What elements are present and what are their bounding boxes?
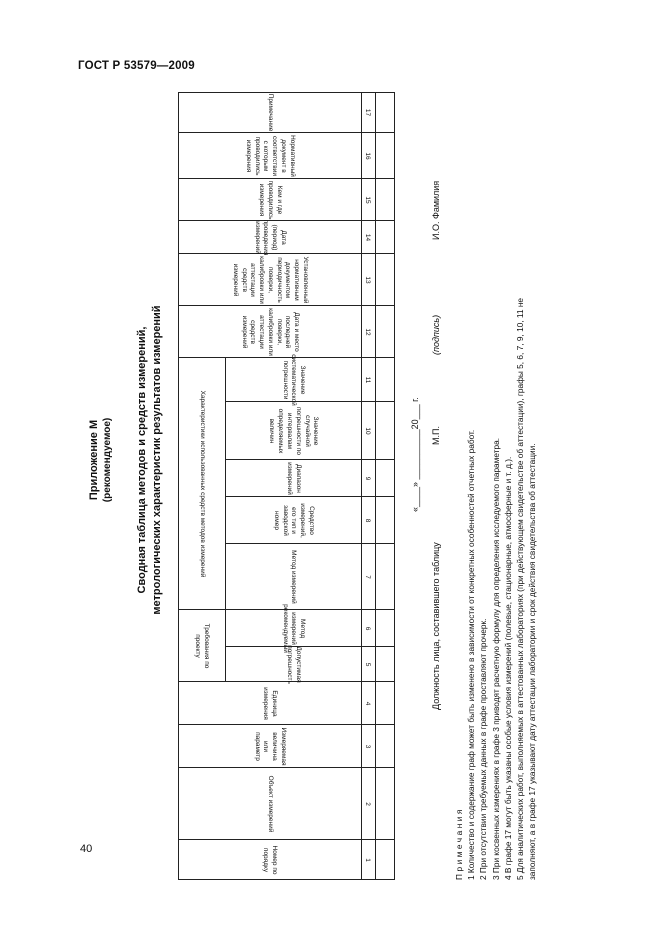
notes-heading: Примечания — [454, 807, 464, 880]
column-header: Метод измерений — [290, 550, 298, 604]
column-header: Измеряемая величина или параметр — [253, 727, 288, 766]
column-number: 7 — [364, 575, 372, 579]
stamp-label: М.П. — [431, 426, 441, 445]
position-label: Должность лица, составившего таблицу — [431, 542, 441, 710]
column-header: Кем и где проводились измерения — [258, 180, 283, 220]
column-number: 16 — [364, 152, 372, 160]
column-header: Метод измерений рекомендуемый — [281, 604, 307, 653]
column-number: 6 — [364, 626, 372, 631]
date-field: «____» __________20___ г. — [410, 397, 420, 512]
column-number: 17 — [364, 108, 372, 117]
column-header: Средство измерений, его тип и заводской номер — [272, 503, 315, 538]
table-border-bottom — [394, 92, 395, 880]
column-header: Примечание — [266, 93, 274, 132]
column-header: Дата и место последней поверки, калибровки или аттестации средств измерений — [240, 308, 301, 356]
note-item: заполняют, а в графе 17 указывают дату аттестации лаборатории и срок действия свидетельства об аттестации. — [527, 443, 538, 880]
column-number: 2 — [364, 802, 372, 806]
column-number: 12 — [364, 328, 372, 336]
column-number: 5 — [364, 662, 372, 667]
column-number: 9 — [364, 476, 372, 481]
note-item: 4 В графе 17 могут быть указаны особые условия измерений (полевые, стационарные, атмосферные и т. д.). — [502, 456, 513, 880]
column-header: Нормативный документ в соответствии с которым проводились измерения — [244, 135, 296, 177]
signature-label: (подпись) — [431, 314, 441, 355]
appendix-status: (рекомендуемое) — [102, 417, 113, 503]
notes-block — [453, 50, 538, 880]
page-number: 40 — [80, 843, 93, 855]
note-item: 5 Для аналитических работ, выполняемых в аттестованных лабораториях (при действующем свидетельстве об аттестации), графы 5, 6, 7, 9, 10, 11 не — [515, 297, 526, 880]
column-number: 14 — [364, 233, 372, 242]
column-header: Значение случайной погрешности по интервалам определяемых величин — [268, 407, 320, 455]
column-header: Объект измерений — [266, 775, 274, 833]
group-header-characteristics: Характеристики использованных средств методов измерений — [198, 390, 206, 578]
column-header: Единица измерения — [262, 687, 279, 720]
appendix-title: Приложение М — [88, 419, 100, 501]
column-header: Дата (период) проведения измерений — [253, 219, 288, 256]
column-number: 10 — [364, 427, 372, 435]
name-label: И.О. Фамилия — [431, 180, 441, 240]
column-header: Допустимая погрешность — [286, 645, 302, 684]
appendix-heading-line2: метрологических характеристик результатов измерений — [151, 305, 163, 615]
group-header-requirements: Требования по проекту — [194, 623, 211, 669]
column-number: 1 — [364, 858, 372, 862]
column-header: Диапазон измерений — [286, 462, 302, 495]
column-header: Значение систематической погрешности — [281, 354, 307, 406]
column-number: 8 — [364, 518, 372, 523]
note-item: 1 Количество и содержание граф может быть изменено в зависимости от конкретных особенностей отчетных работ. — [466, 429, 477, 880]
document-header: ГОСТ Р 53579—2009 — [78, 60, 195, 72]
column-number: 4 — [364, 701, 372, 706]
summary-table — [178, 92, 395, 880]
appendix-heading-line1: Сводная таблица методов и средств измерений, — [136, 326, 148, 594]
note-item: 2 При отсутствии требуемых данных в графе проставляют прочерк. — [478, 618, 489, 880]
rotated-page-content — [75, 40, 661, 880]
column-number: 11 — [364, 376, 372, 384]
note-item: 3 При косвенных измерениях в графе 3 приводят расчетную формулу для определения исследуемого параметра. — [490, 437, 501, 880]
column-number: 13 — [364, 276, 372, 284]
column-number: 3 — [364, 744, 372, 749]
column-header: Установленный нормативным документом периодичность поверки, калибровки или аттестации средств измерений — [231, 256, 309, 304]
column-number: 15 — [364, 196, 372, 204]
table-number-rule — [375, 92, 376, 880]
column-header: Номер по порядку — [262, 845, 279, 875]
